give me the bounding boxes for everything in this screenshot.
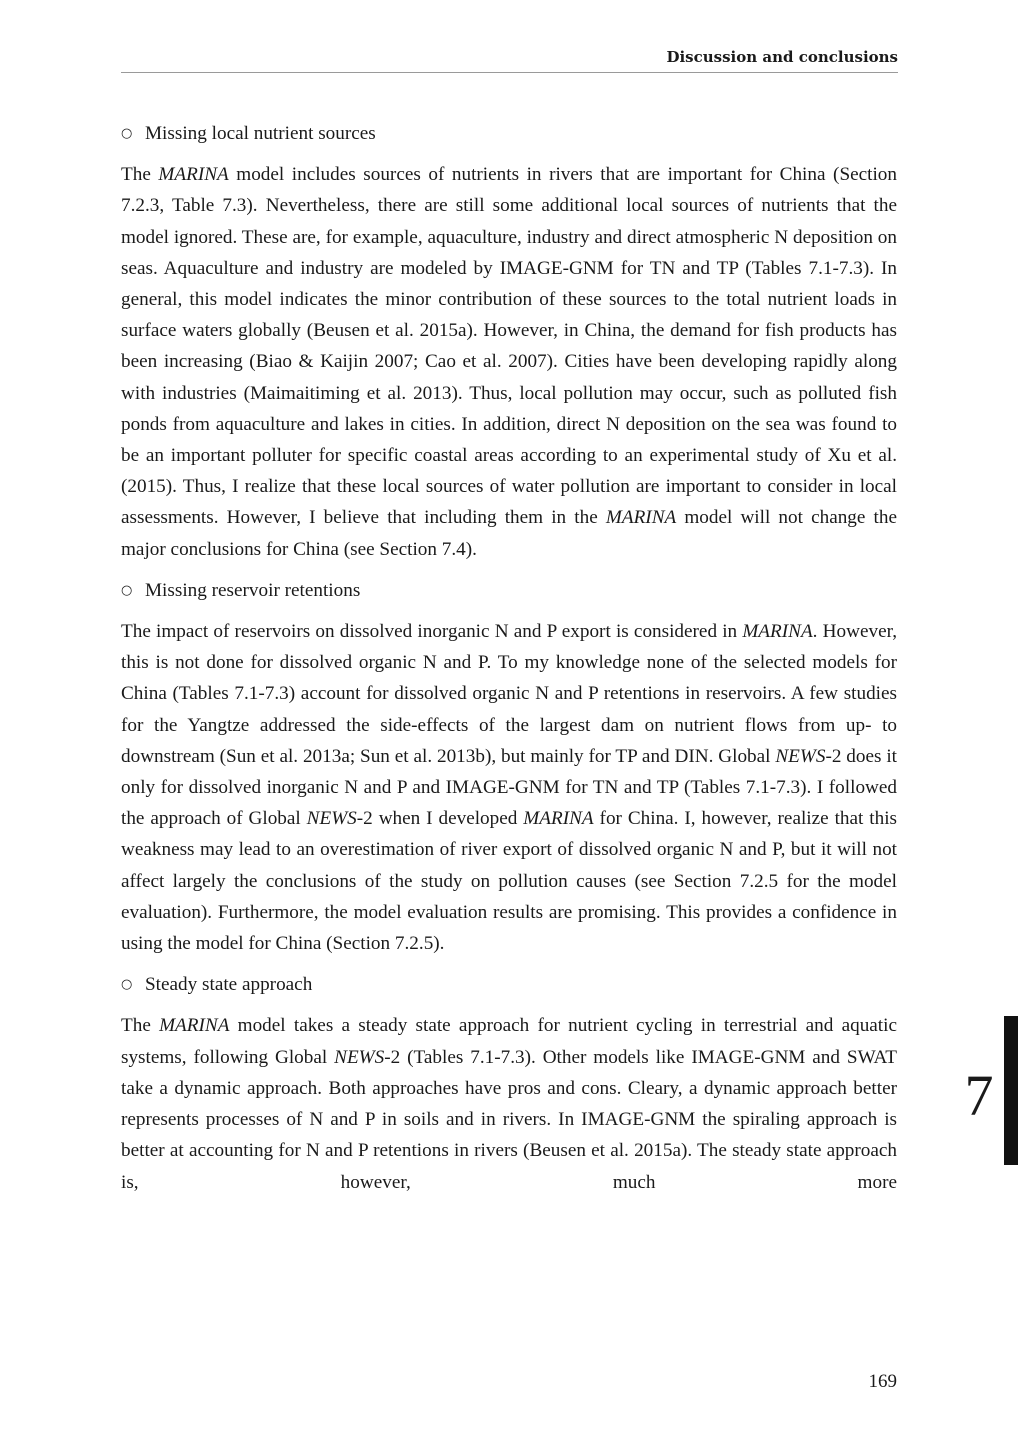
bullet-heading [121, 969, 897, 1000]
chapter-number: 7 [964, 1063, 994, 1128]
bullet-heading-label: Missing reservoir retentions [145, 579, 361, 601]
chapter-thumb-tab [1004, 1016, 1018, 1165]
italic-term: MARINA [742, 621, 813, 643]
header-rule [121, 72, 898, 73]
italic-term: NEWS [775, 745, 826, 767]
page-number: 169 [868, 1371, 897, 1392]
body-paragraph: The MARINA model takes a steady state approach for nutrient cycling in terrestrial and aquatic systems, following Global NEWS-2 (Tables 7.1-7.3). Other models like IMAGE-GNM and SWAT take a dynamic approach. Both approaches have pros and cons. Cleary, a dynamic approach better represents processes of N and P in soils and in rivers. In IMAGE-GNM the spiraling approach is better at accounting for N and P retentions in rivers (Beusen et al. 2015a). The steady state approach is, however, much more [121, 1015, 897, 1193]
hollow-circle-bullet-icon: ○ [121, 582, 133, 598]
italic-term: MARINA [159, 1015, 230, 1037]
running-head: Discussion and conclusions [666, 48, 898, 66]
italic-term: MARINA [158, 164, 229, 186]
bullet-heading [121, 118, 897, 149]
bullet-heading [121, 575, 897, 606]
italic-term: MARINA [605, 507, 677, 529]
bullet-heading-label: Missing local nutrient sources [145, 123, 376, 144]
hollow-circle-bullet-icon: ○ [121, 126, 133, 141]
italic-term: NEWS [306, 808, 357, 830]
body-paragraph: The impact of reservoirs on dissolved inorganic N and P export is considered in MARINA. However, this is not done for dissolved organic N and P. To my knowledge none of the selected models for China (Tables 7.1-7.3) account for dissolved organic N and P retentions in reservoirs. A few studies for the Yangtze addressed the side-effects of the largest dam on nutrient flows from up- to downstream (Sun et al. 2013a; Sun et al. 2013b), but mainly for TP and DIN. Global NEWS-2 does it only for dissolved inorganic N and P and IMAGE-GNM for TN and TP (Tables 7.1-7.3). I followed the approach of Global NEWS-2 when I developed MARINA for China. I, however, realize that this weakness may lead to an overestimation of river export of dissolved organic N and P, but it will not affect largely the conclusions of the study on pollution causes (see Section 7.2.5 for the model evaluation). Furthermore, the model evaluation results are promising. This provides a confidence in using the model for China (Section 7.2.5). [121, 621, 897, 955]
body-paragraph: The MARINA model includes sources of nutrients in rivers that are important for China (Section 7.2.3, Table 7.3). Nevertheless, there are still some additional local sources of nutrients that the model ignored. These are, for example, aquaculture, industry and direct atmospheric N deposition on seas. Aquaculture and industry are modeled by IMAGE-GNM for TN and TP (Tables 7.1-7.3). In general, this model indicates the minor contribution of these sources to the total nutrient loads in surface waters globally (Beusen et al. 2015a). However, in China, the demand for fish products has been increasing (Biao & Kaijin 2007; Cao et al. 2007). Cities have been developing rapidly along with industries (Maimaitiming et al. 2013). Thus, local pollution may occur, such as polluted fish ponds from aquaculture and lakes in cities. In addition, direct N deposition on the sea was found to be an important polluter for specific coastal areas according to an experimental study of Xu et al. (2015). Thus, I realize that these local sources of water pollution are important to consider in local assessments. However, I believe that including them in the MARINA model will not change the major conclusions for China (see Section 7.4). [121, 164, 897, 560]
hollow-circle-bullet-icon: ○ [121, 977, 133, 993]
bullet-heading-label: Steady state approach [145, 974, 313, 996]
italic-term: MARINA [523, 808, 594, 830]
italic-term: NEWS [334, 1046, 385, 1068]
body-text [121, 118, 897, 1198]
